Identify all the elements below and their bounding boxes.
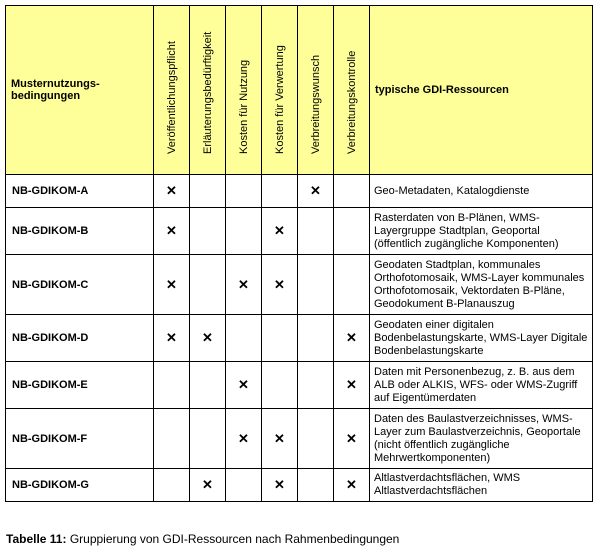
row-resources: Daten des Baulastverzeichnisses, WMS-Layer zum Baulastverzeichnis, Geoportale (nicht öffentlich zugängliche Mehrwertkomponenten) bbox=[370, 409, 593, 469]
header-flag: Kosten für Nutzung bbox=[226, 6, 262, 175]
flag-cell bbox=[334, 362, 370, 409]
flag-cell bbox=[334, 175, 370, 208]
header-conditions: Musternutzungs-bedingungen bbox=[6, 6, 154, 175]
table-caption bbox=[6, 532, 399, 546]
row-resources: Daten mit Personenbezug, z. B. aus dem ALB oder ALKIS, WFS- oder WMS-Zugriff auf Eigentümerdaten bbox=[370, 362, 593, 409]
cross-mark-icon: ✕ bbox=[166, 223, 177, 238]
row-resources: Altlastverdachtsflächen, WMS Altlastverdachtsflächen bbox=[370, 469, 593, 502]
flag-cell bbox=[262, 469, 298, 502]
row-resources: Rasterdaten von B-Plänen, WMS-Layergruppe Stadtplan, Geoportal (öffentlich zugängliche Komponenten) bbox=[370, 208, 593, 255]
cross-mark-icon: ✕ bbox=[274, 276, 285, 292]
cross-mark-icon: ✕ bbox=[346, 430, 357, 446]
cross-mark-icon: ✕ bbox=[166, 330, 177, 345]
flag-cell bbox=[226, 469, 262, 502]
flag-cell bbox=[154, 409, 190, 469]
flag-cell bbox=[298, 255, 334, 315]
flag-cell bbox=[298, 175, 334, 208]
header-flag: Erläuterungsbedürftigkeit bbox=[190, 6, 226, 175]
flag-cell bbox=[262, 208, 298, 255]
flag-cell bbox=[154, 255, 190, 315]
cross-mark-icon: ✕ bbox=[274, 430, 285, 446]
table-row bbox=[6, 409, 593, 469]
cross-mark-icon: ✕ bbox=[310, 183, 321, 198]
table-row bbox=[6, 362, 593, 409]
cross-mark-icon: ✕ bbox=[166, 183, 177, 198]
header-resources: typische GDI-Ressourcen bbox=[370, 6, 593, 175]
flag-cell bbox=[298, 208, 334, 255]
cross-mark-icon: ✕ bbox=[238, 377, 249, 392]
flag-cell bbox=[190, 175, 226, 208]
flag-cell bbox=[190, 362, 226, 409]
flag-cell bbox=[334, 208, 370, 255]
flag-cell bbox=[226, 255, 262, 315]
flag-cell bbox=[298, 362, 334, 409]
flag-cell bbox=[262, 255, 298, 315]
flag-cell bbox=[154, 315, 190, 362]
cross-mark-icon: ✕ bbox=[166, 276, 177, 292]
flag-cell bbox=[154, 208, 190, 255]
flag-cell bbox=[226, 409, 262, 469]
flag-cell bbox=[334, 469, 370, 502]
resource-table bbox=[5, 5, 593, 502]
row-name: NB-GDIKOM-B bbox=[6, 208, 154, 255]
flag-cell bbox=[190, 315, 226, 362]
flag-cell bbox=[190, 208, 226, 255]
row-resources: Geo-Metadaten, Katalogdienste bbox=[370, 175, 593, 208]
flag-cell bbox=[298, 315, 334, 362]
flag-cell bbox=[226, 362, 262, 409]
cross-mark-icon: ✕ bbox=[346, 477, 357, 492]
table-row bbox=[6, 315, 593, 362]
cross-mark-icon: ✕ bbox=[202, 477, 213, 492]
flag-cell bbox=[334, 409, 370, 469]
header-flag: Veröffentlichungspflicht bbox=[154, 6, 190, 175]
row-name: NB-GDIKOM-A bbox=[6, 175, 154, 208]
flag-cell bbox=[334, 255, 370, 315]
flag-cell bbox=[154, 469, 190, 502]
flag-cell bbox=[190, 469, 226, 502]
flag-cell bbox=[190, 409, 226, 469]
flag-cell bbox=[262, 315, 298, 362]
row-name: NB-GDIKOM-F bbox=[6, 409, 154, 469]
flag-cell bbox=[226, 208, 262, 255]
header-flag: Verbreitungswunsch bbox=[298, 6, 334, 175]
flag-cell bbox=[262, 409, 298, 469]
table-row bbox=[6, 175, 593, 208]
header-flag: Kosten für Verwertung bbox=[262, 6, 298, 175]
cross-mark-icon: ✕ bbox=[346, 377, 357, 392]
cross-mark-icon: ✕ bbox=[238, 276, 249, 292]
flag-cell bbox=[262, 362, 298, 409]
flag-cell bbox=[154, 175, 190, 208]
flag-cell bbox=[226, 175, 262, 208]
flag-cell bbox=[262, 175, 298, 208]
flag-cell bbox=[190, 255, 226, 315]
flag-cell bbox=[298, 469, 334, 502]
header-flag: Verbreitungskontrolle bbox=[334, 6, 370, 175]
header-row bbox=[6, 6, 593, 175]
table-row bbox=[6, 469, 593, 502]
row-resources: Geodaten Stadtplan, kommunales Orthofotomosaik, WMS-Layer kommunales Orthofotomosaik, Vektordaten B-Pläne, Geodokument B-Planauszug bbox=[370, 255, 593, 315]
row-name: NB-GDIKOM-E bbox=[6, 362, 154, 409]
table-row bbox=[6, 208, 593, 255]
row-name: NB-GDIKOM-C bbox=[6, 255, 154, 315]
caption-label: Tabelle 11: bbox=[6, 532, 67, 546]
cross-mark-icon: ✕ bbox=[346, 330, 357, 345]
cross-mark-icon: ✕ bbox=[274, 223, 285, 238]
table-row bbox=[6, 255, 593, 315]
flag-cell bbox=[298, 409, 334, 469]
cross-mark-icon: ✕ bbox=[238, 430, 249, 446]
row-resources: Geodaten einer digitalen Bodenbelastungskarte, WMS-Layer Digitale Bodenbelastungskarte bbox=[370, 315, 593, 362]
flag-cell bbox=[226, 315, 262, 362]
caption-text: Gruppierung von GDI-Ressourcen nach Rahmenbedingungen bbox=[66, 532, 400, 546]
cross-mark-icon: ✕ bbox=[202, 330, 213, 345]
row-name: NB-GDIKOM-G bbox=[6, 469, 154, 502]
flag-cell bbox=[334, 315, 370, 362]
cross-mark-icon: ✕ bbox=[274, 477, 285, 492]
row-name: NB-GDIKOM-D bbox=[6, 315, 154, 362]
flag-cell bbox=[154, 362, 190, 409]
